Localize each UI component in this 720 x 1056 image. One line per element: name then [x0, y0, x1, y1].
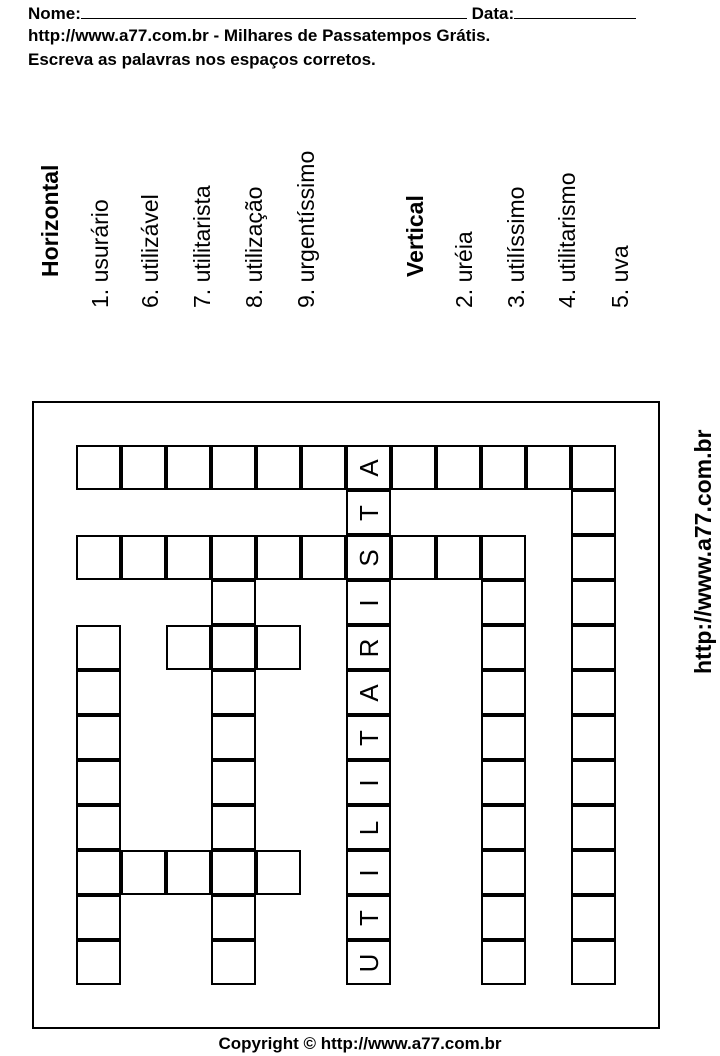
grid-letter: S	[353, 548, 384, 567]
grid-cell[interactable]	[526, 445, 571, 490]
grid-cell[interactable]	[256, 445, 301, 490]
grid-cell[interactable]	[121, 535, 166, 580]
grid-letter: R	[353, 638, 384, 657]
grid-cell[interactable]	[76, 760, 121, 805]
name-label: Nome:	[28, 4, 81, 23]
grid-cell[interactable]	[76, 895, 121, 940]
grid-cell[interactable]	[166, 445, 211, 490]
grid-cell[interactable]	[346, 760, 391, 805]
grid-cell[interactable]	[76, 670, 121, 715]
grid-cell[interactable]	[481, 940, 526, 985]
instructions: Escreva as palavras nos espaços corretos.	[28, 50, 376, 69]
clue-horizontal-8: 8. utilização	[241, 186, 267, 308]
grid-letter: I	[353, 598, 384, 607]
grid-letter: T	[353, 729, 384, 746]
grid-cell[interactable]	[301, 445, 346, 490]
grid-cell[interactable]	[211, 535, 256, 580]
grid-cell[interactable]	[121, 445, 166, 490]
grid-cell[interactable]	[571, 940, 616, 985]
grid-letter: U	[353, 953, 384, 972]
grid-cell[interactable]	[211, 940, 256, 985]
grid-cell[interactable]	[571, 625, 616, 670]
grid-cell[interactable]	[436, 535, 481, 580]
grid-cell[interactable]	[76, 850, 121, 895]
grid-cell[interactable]	[166, 625, 211, 670]
grid-cell[interactable]	[481, 445, 526, 490]
clue-vertical-2: 2. uréia	[451, 231, 477, 308]
vertical-title: Vertical	[402, 195, 428, 277]
side-url: http://www.a77.com.br	[690, 429, 716, 674]
grid-cell[interactable]	[346, 580, 391, 625]
grid-cell[interactable]	[211, 580, 256, 625]
grid-cell[interactable]	[481, 580, 526, 625]
grid-cell[interactable]	[301, 535, 346, 580]
grid-cell[interactable]	[391, 445, 436, 490]
clue-horizontal-6: 6. utilizável	[137, 194, 163, 308]
name-date-line	[28, 2, 636, 24]
grid-cell[interactable]	[76, 805, 121, 850]
grid-cell[interactable]	[211, 805, 256, 850]
grid-letter: T	[353, 909, 384, 926]
grid-cell[interactable]	[481, 805, 526, 850]
grid-cell[interactable]	[481, 535, 526, 580]
grid-cell[interactable]	[166, 535, 211, 580]
copyright-footer: Copyright © http://www.a77.com.br	[218, 1034, 502, 1053]
grid-cell[interactable]	[211, 445, 256, 490]
clue-vertical-5: 5. uva	[607, 245, 633, 308]
grid-cell[interactable]	[481, 715, 526, 760]
grid-cell[interactable]	[211, 760, 256, 805]
clue-horizontal-7: 7. utilitarista	[189, 185, 215, 308]
grid-letter: L	[353, 820, 384, 835]
grid-cell[interactable]	[76, 445, 121, 490]
grid-cell[interactable]	[571, 535, 616, 580]
grid-cell[interactable]	[571, 805, 616, 850]
clue-vertical-3: 3. utilíssimo	[503, 186, 529, 308]
grid-cell[interactable]	[346, 805, 391, 850]
grid-cell[interactable]	[256, 625, 301, 670]
clue-vertical-4: 4. utilitarismo	[554, 172, 580, 308]
grid-cell[interactable]	[481, 760, 526, 805]
grid-cell[interactable]	[481, 850, 526, 895]
grid-cell[interactable]	[211, 670, 256, 715]
grid-letter: I	[353, 868, 384, 877]
grid-cell[interactable]	[76, 715, 121, 760]
date-label: Data:	[471, 4, 515, 23]
grid-cell[interactable]	[76, 535, 121, 580]
grid-cell[interactable]	[571, 445, 616, 490]
grid-cell[interactable]	[346, 670, 391, 715]
grid-cell[interactable]	[211, 715, 256, 760]
grid-cell[interactable]	[211, 895, 256, 940]
grid-cell[interactable]	[346, 625, 391, 670]
grid-cell[interactable]	[436, 445, 481, 490]
grid-cell[interactable]	[211, 625, 256, 670]
grid-letter: T	[353, 504, 384, 521]
grid-cell[interactable]	[346, 535, 391, 580]
grid-cell[interactable]	[346, 715, 391, 760]
grid-cell[interactable]	[256, 850, 301, 895]
grid-cell[interactable]	[481, 625, 526, 670]
grid-cell[interactable]	[571, 850, 616, 895]
clue-horizontal-1: 1. usurário	[87, 199, 113, 308]
grid-cell[interactable]	[256, 535, 301, 580]
date-field[interactable]	[514, 2, 636, 19]
grid-cell[interactable]	[121, 850, 166, 895]
grid-cell[interactable]	[571, 490, 616, 535]
grid-cell[interactable]	[346, 940, 391, 985]
clue-horizontal-9: 9. urgentíssimo	[293, 150, 319, 308]
grid-cell[interactable]	[211, 850, 256, 895]
grid-cell[interactable]	[571, 895, 616, 940]
grid-letter: I	[353, 778, 384, 787]
grid-cell[interactable]	[76, 625, 121, 670]
grid-cell[interactable]	[571, 760, 616, 805]
grid-cell[interactable]	[571, 580, 616, 625]
grid-cell[interactable]	[346, 445, 391, 490]
horizontal-title: Horizontal	[37, 164, 63, 277]
grid-letter: A	[353, 683, 384, 702]
grid-cell[interactable]	[481, 670, 526, 715]
grid-cell[interactable]	[481, 895, 526, 940]
grid-cell[interactable]	[346, 850, 391, 895]
grid-cell[interactable]	[571, 715, 616, 760]
grid-cell[interactable]	[76, 940, 121, 985]
grid-cell[interactable]	[166, 850, 211, 895]
grid-cell[interactable]	[346, 895, 391, 940]
grid-cell[interactable]	[346, 490, 391, 535]
site-line: http://www.a77.com.br - Milhares de Passatempos Grátis.	[28, 26, 491, 45]
grid-cell[interactable]	[391, 535, 436, 580]
grid-cell[interactable]	[571, 670, 616, 715]
grid-letter: A	[353, 458, 384, 477]
name-field[interactable]	[81, 2, 467, 19]
